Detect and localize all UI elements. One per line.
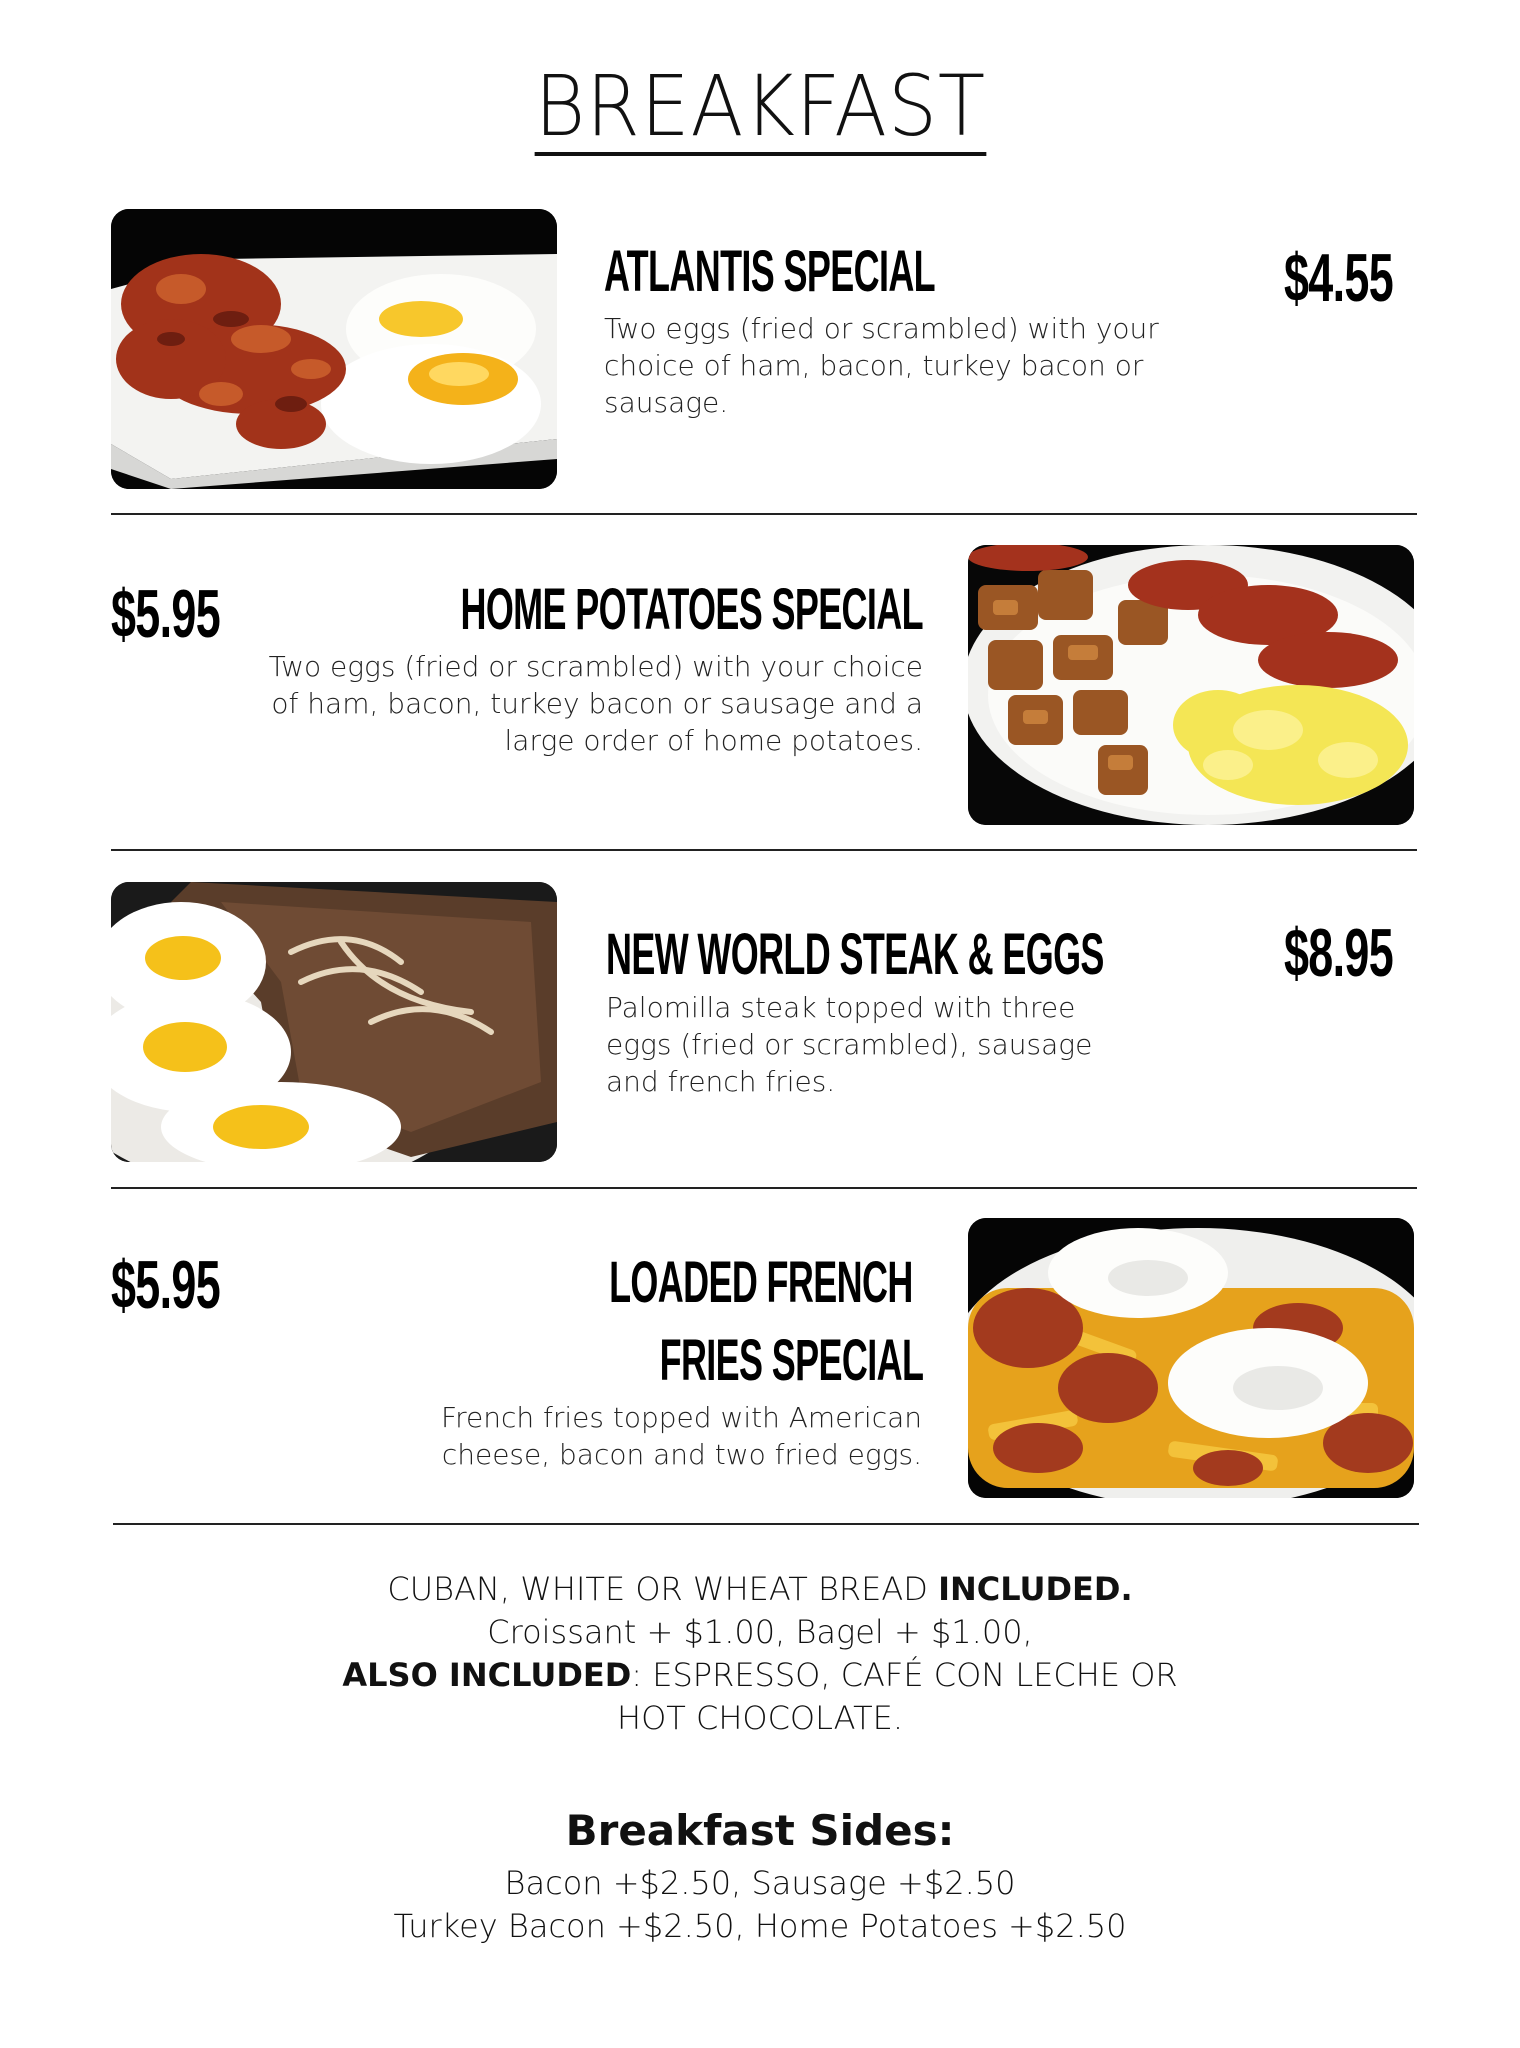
steak-and-eggs-photo: [111, 882, 557, 1162]
home-potatoes-bacon-scrambled-eggs-photo: [968, 545, 1414, 825]
item-name-home-potatoes-special: HOME POTATOES SPECIAL: [460, 577, 923, 642]
item-name-new-world-steak-and-eggs: NEW WORLD STEAK & EGGS: [606, 922, 1104, 987]
menu-title-text: BREAKFAST: [534, 57, 986, 155]
sides-line: Bacon +$2.50, Sausage +$2.50: [504, 1864, 1016, 1902]
item-price-new-world-steak-and-eggs: $8.95: [1284, 915, 1394, 991]
item-name-atlantis-special: ATLANTIS SPECIAL: [604, 239, 936, 304]
item-price-loaded-french-fries-special: $5.95: [111, 1247, 221, 1323]
item-description-loaded-french-fries-special: French fries topped with American cheese, bacon and two fried eggs.: [441, 1401, 922, 1471]
bacon-and-fried-eggs-photo: [111, 209, 557, 489]
item-name-loaded-french-fries-line-1: LOADED FRENCH: [609, 1250, 913, 1315]
breakfast-sides-list: [0, 1862, 1520, 1948]
item-price-home-potatoes-special: $5.95: [111, 576, 221, 652]
included-notes: [0, 1568, 1520, 1740]
sides-line: Turkey Bacon +$2.50, Home Potatoes +$2.50: [393, 1907, 1127, 1945]
bread-included-line: CUBAN, WHITE OR WHEAT BREAD INCLUDED.: [387, 1570, 1133, 1608]
divider: [113, 1523, 1419, 1525]
item-name-loaded-french-fries-line-2: FRIES SPECIAL: [659, 1328, 923, 1393]
divider: [111, 513, 1417, 515]
breakfast-sides-heading: Breakfast Sides:: [565, 1806, 955, 1855]
item-description-home-potatoes-special: Two eggs (fried or scrambled) with your choice of ham, bacon, turkey bacon or sausage and a large order of home potatoes.: [268, 650, 923, 757]
divider: [111, 849, 1417, 851]
bread-extras-line: Croissant + $1.00, Bagel + $1.00,: [487, 1613, 1033, 1651]
divider: [111, 1187, 1417, 1189]
menu-title: [0, 57, 1520, 156]
loaded-fries-photo: [968, 1218, 1414, 1498]
item-price-atlantis-special: $4.55: [1284, 240, 1394, 316]
also-included-line: ALSO INCLUDED: ESPRESSO, CAFÉ CON LECHE OR: [342, 1656, 1178, 1694]
also-included-line-2: HOT CHOCOLATE.: [617, 1699, 903, 1737]
item-description-new-world-steak-and-eggs: Palomilla steak topped with three eggs (fried or scrambled), sausage and french fries.: [606, 991, 1093, 1098]
item-description-atlantis-special: Two eggs (fried or scrambled) with your choice of ham, bacon, turkey bacon or sausage.: [604, 312, 1159, 419]
